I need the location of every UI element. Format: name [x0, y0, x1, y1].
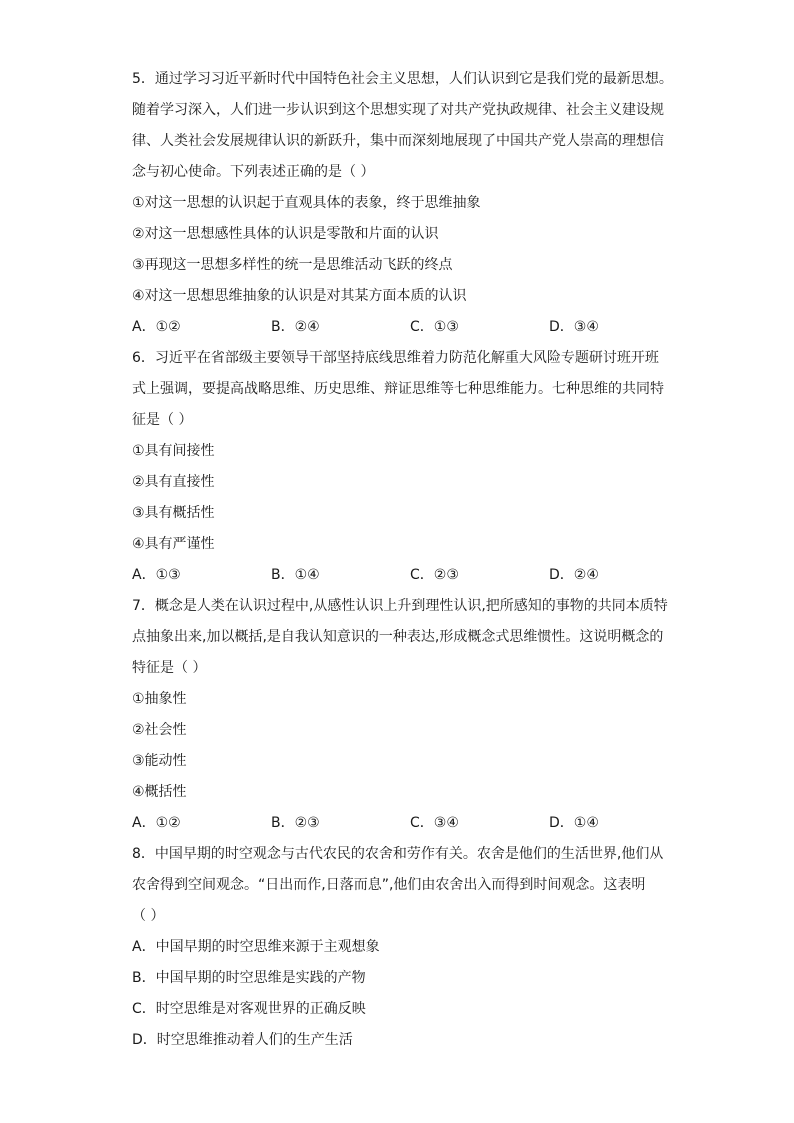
- question-stem-line: 6．习近平在省部级主要领导干部坚持底线思维着力防范化解重大风险专题研讨班开班: [132, 350, 659, 366]
- question-stem-line: 点抽象出来,加以概括,是自我认知意识的一种表达,形成概念式思维惯性。这说明概念的: [132, 629, 664, 645]
- statement: ④概括性: [132, 784, 187, 800]
- question-stem-line: （ ）: [132, 908, 165, 924]
- statement: ④对这一思想思维抽象的认识是对其某方面本质的认识: [132, 288, 467, 304]
- option-a: A．①③: [132, 567, 181, 583]
- option-b: B．②③: [271, 815, 320, 831]
- option-b: B．②④: [271, 319, 320, 335]
- option-b: B．①④: [271, 567, 320, 583]
- statement: ②具有直接性: [132, 474, 215, 490]
- question-stem-line: 式上强调，要提高战略思维、历史思维、辩证思维等七种思维能力。七种思维的共同特: [132, 381, 664, 397]
- option-c: C．①③: [410, 319, 459, 335]
- question-6: [132, 343, 672, 591]
- option-d: D．③④: [549, 319, 599, 335]
- question-stem-line: 征是（ ）: [132, 412, 193, 428]
- question-5: [132, 64, 672, 343]
- option-a: A．①②: [132, 319, 181, 335]
- option-c: C．③④: [410, 815, 459, 831]
- question-stem-line: 念与初心使命。下列表述正确的是（ ）: [132, 164, 375, 180]
- question-stem-line: 5．通过学习习近平新时代中国特色社会主义思想，人们认识到它是我们党的最新思想。: [132, 71, 673, 87]
- question-list: [132, 64, 672, 1056]
- option-a: A．①②: [132, 815, 181, 831]
- statement: ②对这一思想感性具体的认识是零散和片面的认识: [132, 226, 439, 242]
- statement: ①抽象性: [132, 691, 187, 707]
- option-d: D．①④: [549, 815, 599, 831]
- question-stem-line: 律、人类社会发展规律认识的新跃升，集中而深刻地展现了中国共产党人崇高的理想信: [132, 133, 664, 149]
- statement: ③具有概括性: [132, 505, 215, 521]
- question-8: [132, 839, 672, 1056]
- choice-a: A．中国早期的时空思维来源于主观想象: [132, 939, 380, 955]
- choice-b: B．中国早期的时空思维是实践的产物: [132, 970, 366, 986]
- statement: ③能动性: [132, 753, 187, 769]
- answer-options: [132, 560, 672, 591]
- question-stem-line: 8．中国早期的时空观念与古代农民的农舍和劳作有关。农舍是他们的生活世界,他们从: [132, 846, 664, 862]
- statement: ③再现这一思想多样性的统一是思维活动飞跃的终点: [132, 257, 453, 273]
- question-stem-line: 特征是（ ）: [132, 660, 207, 676]
- question-stem-line: 随着学习深入，人们进一步认识到这个思想实现了对共产党执政规律、社会主义建设规: [132, 102, 664, 118]
- choice-c: C．时空思维是对客观世界的正确反映: [132, 1001, 366, 1017]
- question-stem-line: 农舍得到空间观念。“日出而作,日落而息”,他们由农舍出入而得到时间观念。这表明: [132, 877, 646, 893]
- statement: ②社会性: [132, 722, 187, 738]
- question-7: [132, 591, 672, 839]
- choice-d: D．时空思维推动着人们的生产生活: [132, 1032, 353, 1048]
- statement: ①具有间接性: [132, 443, 215, 459]
- option-d: D．②④: [549, 567, 599, 583]
- question-stem-line: 7．概念是人类在认识过程中,从感性认识上升到理性认识,把所感知的事物的共同本质特: [132, 598, 668, 614]
- answer-options: [132, 312, 672, 343]
- statement: ①对这一思想的认识起于直观具体的表象，终于思维抽象: [132, 195, 481, 211]
- statement: ④具有严谨性: [132, 536, 215, 552]
- answer-options: [132, 808, 672, 839]
- option-c: C．②③: [410, 567, 459, 583]
